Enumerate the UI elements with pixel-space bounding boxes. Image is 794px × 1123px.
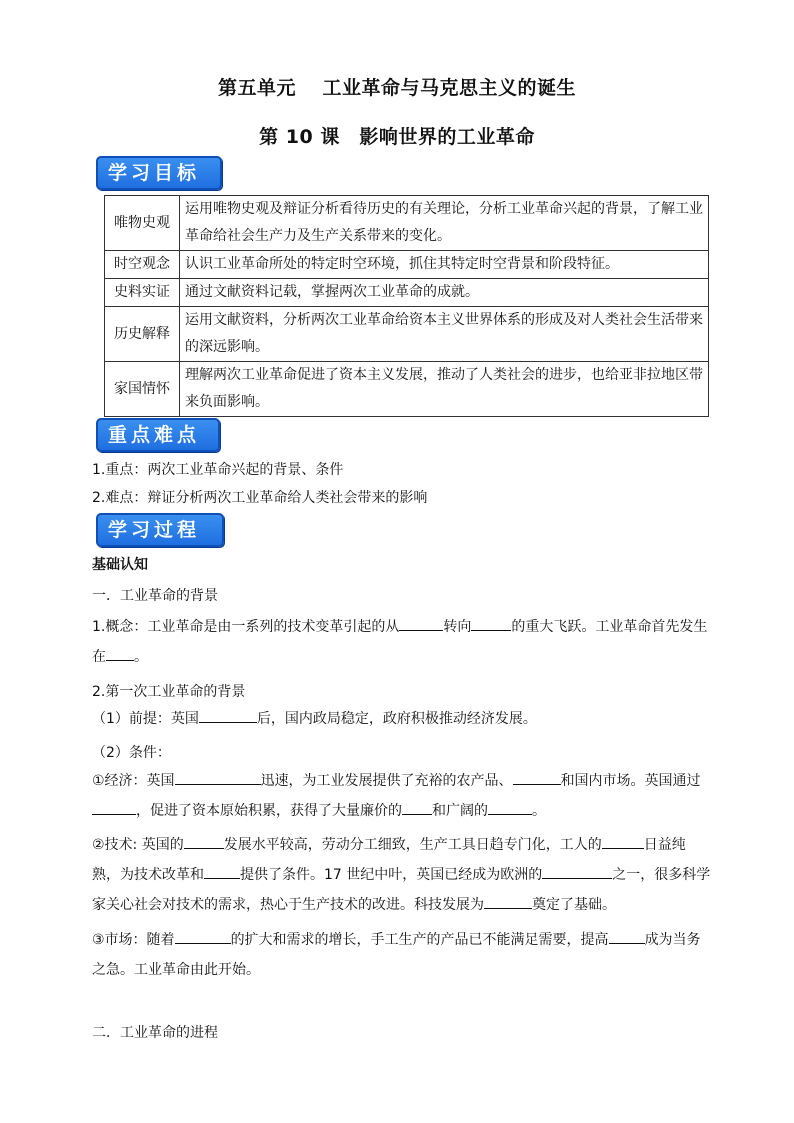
table-row bbox=[105, 196, 709, 251]
process-banner: 学习过程 bbox=[96, 513, 224, 547]
answer-blank[interactable] bbox=[204, 864, 240, 879]
answer-blank[interactable] bbox=[602, 834, 644, 849]
answer-blank[interactable] bbox=[92, 800, 136, 815]
goals-table bbox=[104, 195, 709, 417]
unit-title: 第五单元 工业革命与马克思主义的诞生 bbox=[217, 77, 577, 99]
answer-blank[interactable] bbox=[184, 834, 224, 849]
goal-key: 唯物史观 bbox=[105, 196, 180, 251]
answer-blank[interactable] bbox=[175, 770, 261, 785]
answer-blank[interactable] bbox=[399, 616, 443, 631]
table-row bbox=[105, 251, 709, 279]
question-1: 1.概念：工业革命是由一系列的技术变革引起的从 转向 的重大飞跃。工业革命首先发生在 。 bbox=[92, 612, 712, 672]
subheading: 基础认知 bbox=[92, 557, 148, 573]
question-2: 2.第一次工业革命的背景 bbox=[92, 684, 246, 700]
answer-blank[interactable] bbox=[609, 929, 645, 944]
answer-blank[interactable] bbox=[488, 800, 532, 815]
answer-blank[interactable] bbox=[542, 864, 612, 879]
question-2-1: （1）前提：英国 后，国内政局稳定，政府积极推动经济发展。 bbox=[92, 704, 712, 734]
answer-blank[interactable] bbox=[513, 770, 561, 785]
goal-key: 史料实证 bbox=[105, 279, 180, 307]
table-row bbox=[105, 279, 709, 307]
key-point-2: 2.难点：辩证分析两次工业革命给人类社会带来的影响 bbox=[92, 490, 428, 506]
goal-key: 时空观念 bbox=[105, 251, 180, 279]
table-row bbox=[105, 362, 709, 417]
section-heading-1: 一．工业革命的背景 bbox=[92, 588, 218, 604]
table-row bbox=[105, 307, 709, 362]
goals-banner: 学习目标 bbox=[96, 156, 222, 190]
goal-text: 认识工业革命所处的特定时空环境，抓住其特定时空背景和阶段特征。 bbox=[180, 251, 709, 279]
condition-economy: ①经济：英国 迅速，为工业发展提供了充裕的农产品、 和国内市场。英国通过，促进了资本原始积累，获得了大量廉价的 和广阔的 。 bbox=[92, 766, 712, 826]
answer-blank[interactable] bbox=[199, 708, 257, 723]
lesson-title: 第 10 课 影响世界的工业革命 bbox=[259, 126, 535, 148]
answer-blank[interactable] bbox=[106, 646, 134, 661]
answer-blank[interactable] bbox=[402, 800, 432, 815]
answer-blank[interactable] bbox=[175, 929, 231, 944]
goal-key: 家国情怀 bbox=[105, 362, 180, 417]
goal-text: 理解两次工业革命促进了资本主义发展，推动了人类社会的进步，也给亚非拉地区带来负面影响。 bbox=[180, 362, 709, 417]
goal-key: 历史解释 bbox=[105, 307, 180, 362]
question-2-2: （2）条件： bbox=[92, 745, 171, 761]
goal-text: 运用唯物史观及辩证分析看待历史的有关理论，分析工业革命兴起的背景，了解工业革命给社会生产力及生产关系带来的变化。 bbox=[180, 196, 709, 251]
key-points-banner: 重点难点 bbox=[96, 418, 220, 452]
key-point-1: 1.重点：两次工业革命兴起的背景、条件 bbox=[92, 462, 344, 478]
goal-text: 运用文献资料，分析两次工业革命给资本主义世界体系的形成及对人类社会生活带来的深远影响。 bbox=[180, 307, 709, 362]
condition-market: ③市场：随着 的扩大和需求的增长，手工生产的产品已不能满足需要，提高 成为当务之急。工业革命由此开始。 bbox=[92, 925, 712, 985]
condition-technology: ②技术: 英国的 发展水平较高，劳动分工细致，生产工具日趋专门化，工人的 日益纯熟，为技术改革和 提供了条件。17 世纪中叶，英国已经成为欧洲的 之一，很多科学家关心社会对技术的需求，热心于生产技术的改进。科技发展为 奠定了基础。 bbox=[92, 830, 712, 920]
goal-text: 通过文献资料记载，掌握两次工业革命的成就。 bbox=[180, 279, 709, 307]
answer-blank[interactable] bbox=[471, 616, 511, 631]
answer-blank[interactable] bbox=[484, 894, 532, 909]
section-heading-2: 二．工业革命的进程 bbox=[92, 1025, 218, 1041]
